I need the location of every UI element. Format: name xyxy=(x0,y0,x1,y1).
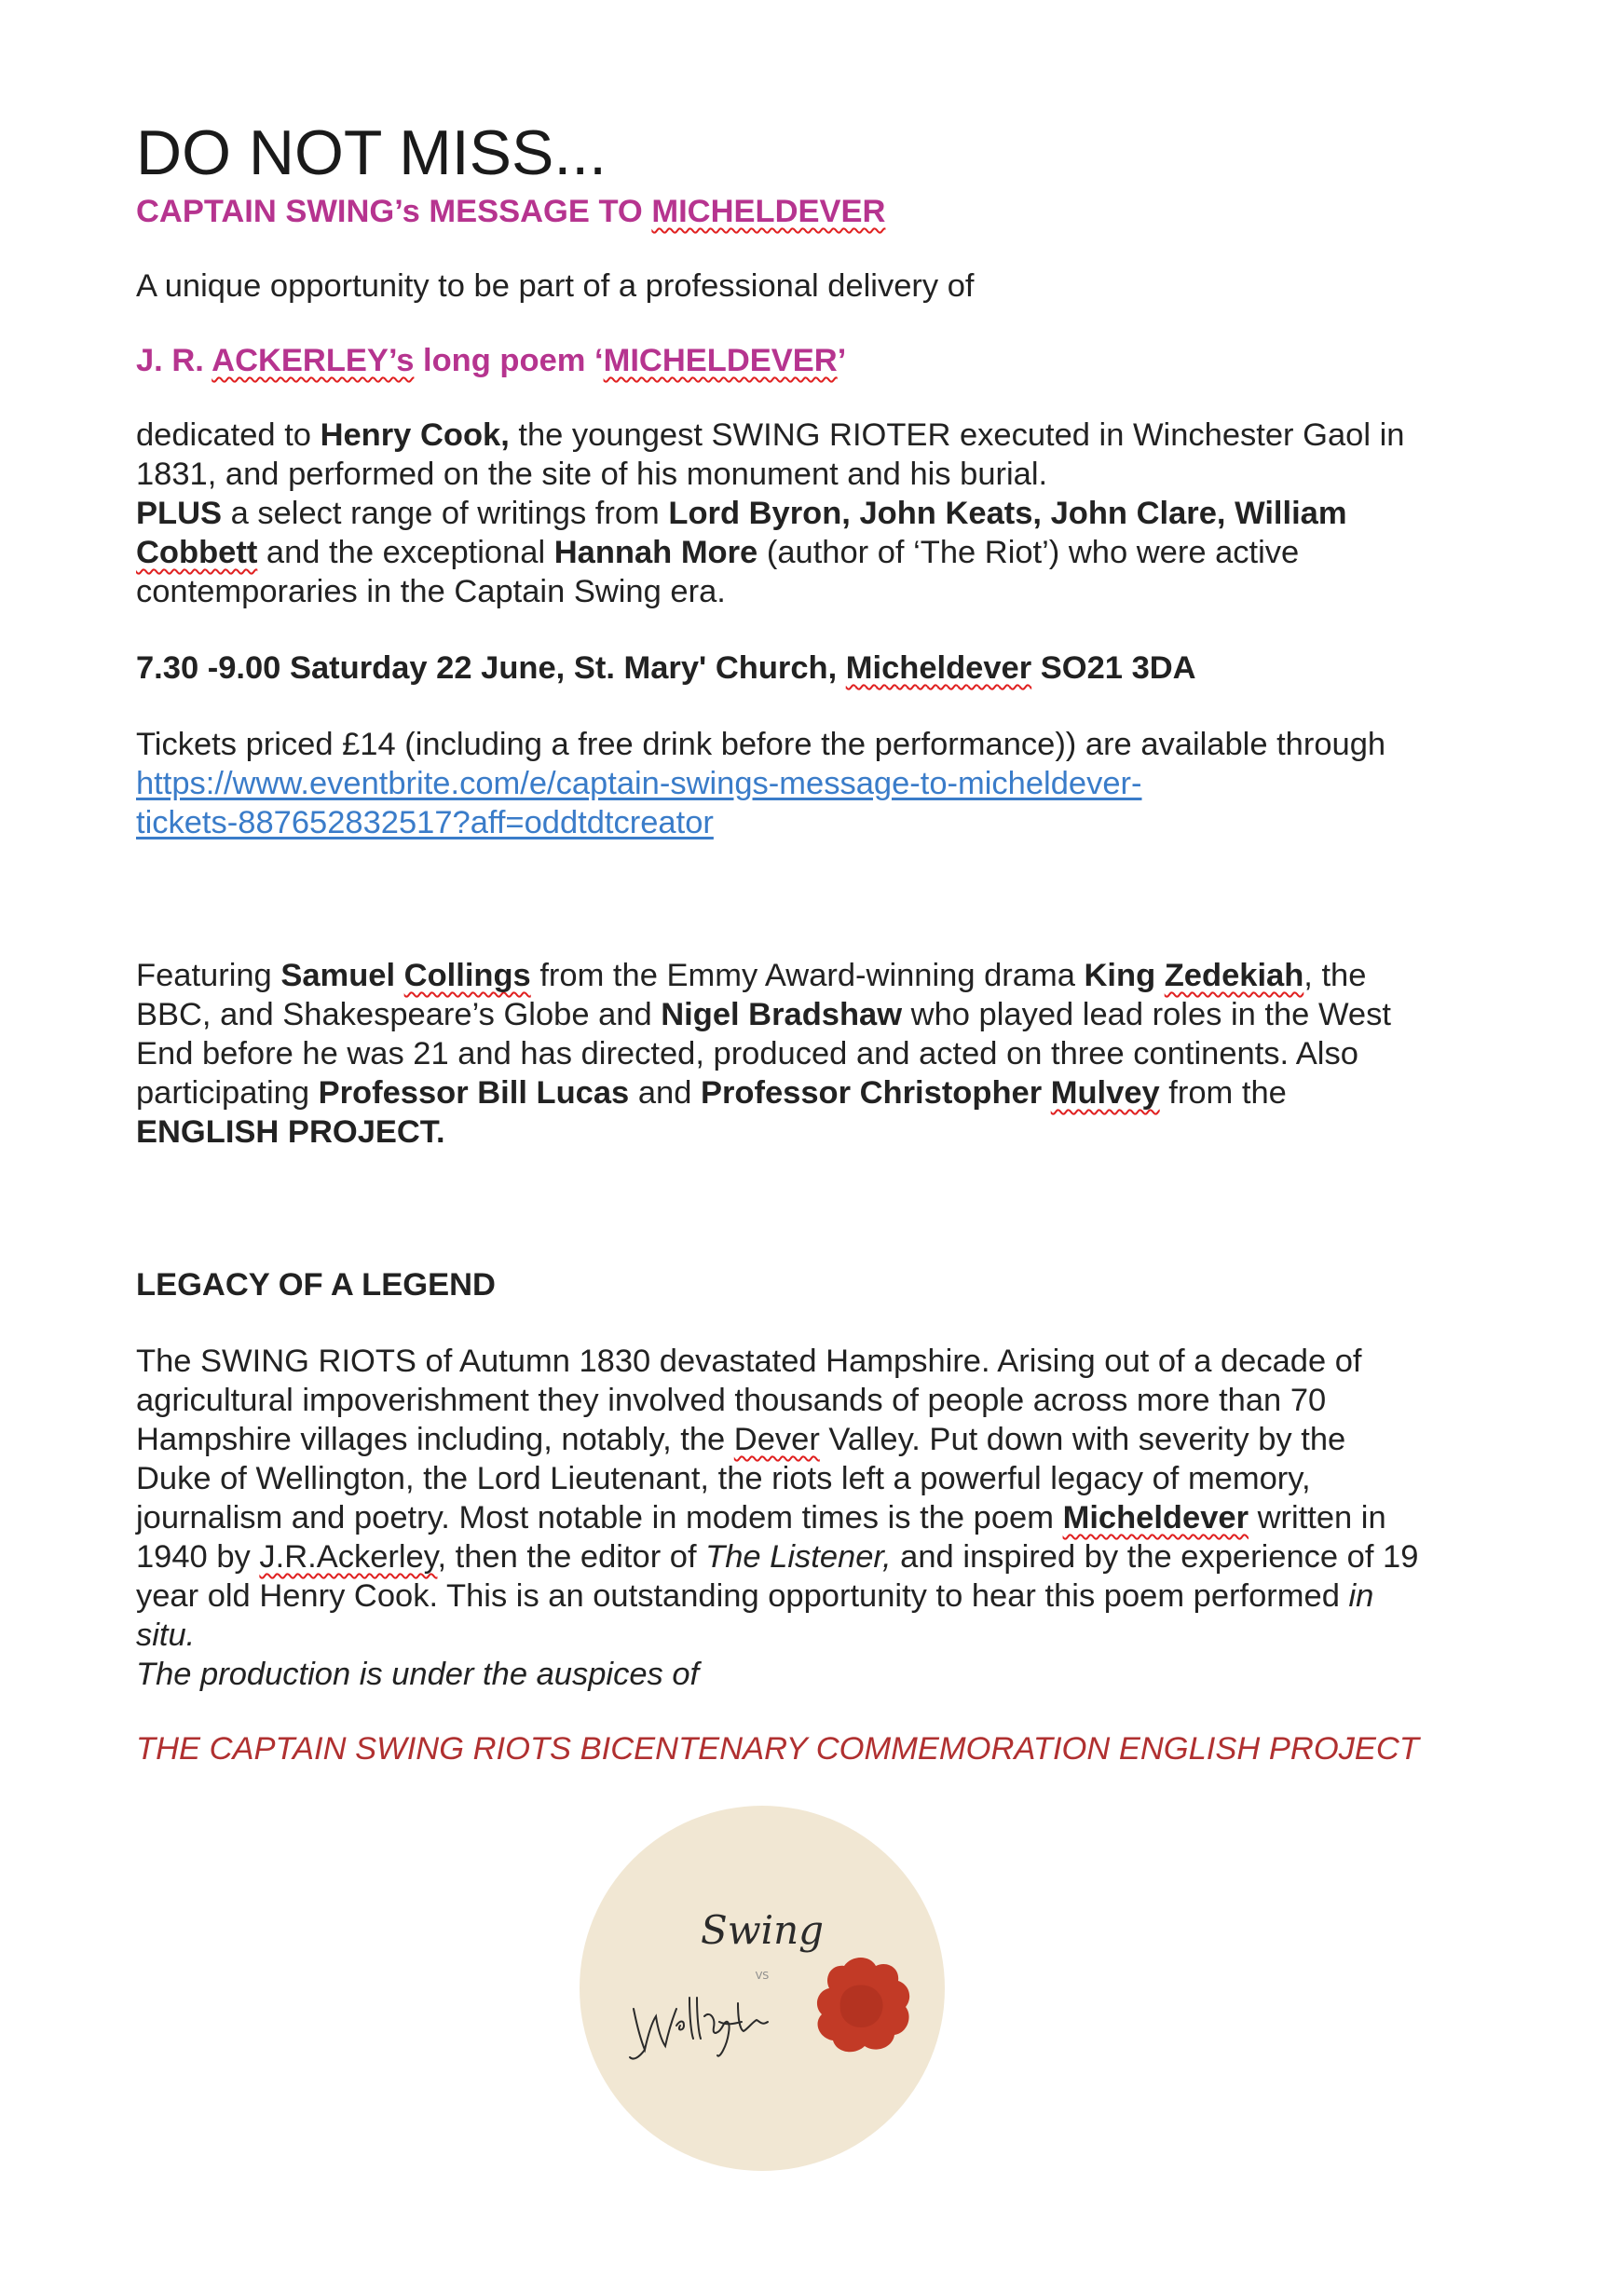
tickets-link-cont[interactable]: tickets-887652832517?aff=oddtdtcreator xyxy=(136,805,714,840)
text: Dever xyxy=(733,1422,820,1457)
text-bold: Samuel xyxy=(280,958,404,993)
text-bold: PLUS xyxy=(136,496,223,531)
text: SO21 3DA xyxy=(1031,650,1196,686)
dedication-line-1 xyxy=(136,416,1404,455)
poem-line-author: ACKERLEY’s xyxy=(212,343,415,378)
event-details xyxy=(136,648,1196,688)
wax-seal-highlight xyxy=(840,1986,883,2028)
dedication-line-4 xyxy=(136,533,1299,572)
text-bold: Lord Byron, John Keats, John Clare, William xyxy=(668,496,1347,531)
text-bold: Professor Christopher xyxy=(700,1075,1051,1111)
project-name: THE CAPTAIN SWING RIOTS BICENTENARY COMMEMORATION ENGLISH PROJECT xyxy=(136,1731,1419,1767)
tickets-link[interactable]: https://www.eventbrite.com/e/captain-swings-message-to-micheldever- xyxy=(136,766,1142,801)
text: , the xyxy=(1303,958,1367,993)
text: and inspired by the experience of 19 xyxy=(891,1539,1419,1575)
tickets-text: Tickets priced £14 (including a free drink before the performance)) are available through xyxy=(136,727,1386,762)
text: , then the editor of xyxy=(437,1539,706,1575)
text: year old Henry Cook. This is an outstanding opportunity to hear this poem performed xyxy=(136,1578,1349,1614)
text: participating xyxy=(136,1075,319,1111)
poem-line-title: MICHELDEVER xyxy=(603,343,838,378)
subheading xyxy=(136,192,885,231)
featuring-line-3: End before he was 21 and has directed, produced and acted on three continents. Also xyxy=(136,1036,1358,1071)
legacy-title: LEGACY OF A LEGEND xyxy=(136,1267,496,1303)
subheading-place: MICHELDEVER xyxy=(651,194,886,229)
text: dedicated to xyxy=(136,417,321,453)
text: and the exceptional xyxy=(257,535,554,570)
poem-line-a: J. R. xyxy=(136,343,212,378)
text: and xyxy=(629,1075,701,1111)
text-bold: Hannah More xyxy=(553,535,758,570)
text: Micheldever xyxy=(845,650,1032,686)
legacy-line-6 xyxy=(136,1537,1418,1576)
text: Hampshire villages including, notably, the xyxy=(136,1422,734,1457)
legacy-line-2: agricultural impoverishment they involved thousands of people across more than 70 xyxy=(136,1383,1327,1418)
legacy-line-1: The SWING RIOTS of Autumn 1830 devastated Hampshire. Arising out of a decade of xyxy=(136,1344,1362,1379)
text-bold: Nigel Bradshaw xyxy=(661,997,903,1032)
text: journalism and poetry. Most notable in modem times is the poem xyxy=(136,1500,1063,1535)
text-bold: Micheldever xyxy=(1062,1500,1249,1535)
text: from the xyxy=(1159,1075,1287,1111)
legacy-line-9: The production is under the auspices of xyxy=(136,1657,700,1692)
text-bold: Henry Cook, xyxy=(320,417,510,453)
text-bold: King xyxy=(1084,958,1165,993)
text: who played lead roles in the West xyxy=(902,997,1391,1032)
featuring-line-5: ENGLISH PROJECT. xyxy=(136,1114,445,1150)
text: 1940 by xyxy=(136,1539,260,1575)
text: 7.30 -9.00 Saturday 22 June, St. Mary' Church, xyxy=(136,650,846,686)
text: written in xyxy=(1249,1500,1386,1535)
intro-text: A unique opportunity to be part of a professional delivery of xyxy=(136,268,975,304)
featuring-line-2 xyxy=(136,995,1391,1034)
poem-line-e: ’ xyxy=(837,343,847,378)
dedication-line-5: contemporaries in the Captain Swing era. xyxy=(136,574,726,609)
legacy-line-3 xyxy=(136,1420,1345,1459)
dedication-line-3 xyxy=(136,494,1347,533)
text-bold: Professor Bill Lucas xyxy=(318,1075,630,1111)
legacy-line-4: Duke of Wellington, the Lord Lieutenant, the riots left a powerful legacy of memory, xyxy=(136,1461,1311,1496)
text-italic: The Listener, xyxy=(705,1539,892,1575)
text-bold: Cobbett xyxy=(136,535,258,570)
legacy-line-5 xyxy=(136,1498,1386,1537)
logo-vs-text: VS xyxy=(755,1970,770,1982)
text-bold: Collings xyxy=(403,958,531,993)
poem-line xyxy=(136,341,846,380)
text: J.R.Ackerley xyxy=(259,1539,438,1575)
text: the youngest SWING RIOTER executed in Winchester Gaol in xyxy=(509,417,1405,453)
page-heading: DO NOT MISS... xyxy=(136,117,607,188)
text: a select range of writings from xyxy=(222,496,669,531)
text: BBC, and Shakespeare’s Globe and xyxy=(136,997,662,1032)
featuring-line-4 xyxy=(136,1073,1287,1112)
featuring-line-1 xyxy=(136,956,1366,995)
text: (author of ‘The Riot’) who were active xyxy=(757,535,1300,570)
logo-swing-text: Swing xyxy=(700,1907,825,1953)
text: Featuring xyxy=(136,958,281,993)
legacy-line-7 xyxy=(136,1576,1373,1616)
text-bold: Zedekiah xyxy=(1164,958,1304,993)
text-italic: in xyxy=(1348,1578,1374,1614)
text-bold: Mulvey xyxy=(1050,1075,1160,1111)
text: Valley. Put down with severity by the xyxy=(819,1422,1346,1457)
text: from the Emmy Award-winning drama xyxy=(530,958,1085,993)
legacy-line-8: situ. xyxy=(136,1617,196,1653)
swing-vs-wellington-logo xyxy=(580,1806,945,2171)
poem-line-c: long poem ‘ xyxy=(414,343,604,378)
dedication-line-2: 1831, and performed on the site of his monument and his burial. xyxy=(136,457,1048,492)
subheading-text: CAPTAIN SWING’s MESSAGE TO xyxy=(136,194,652,229)
